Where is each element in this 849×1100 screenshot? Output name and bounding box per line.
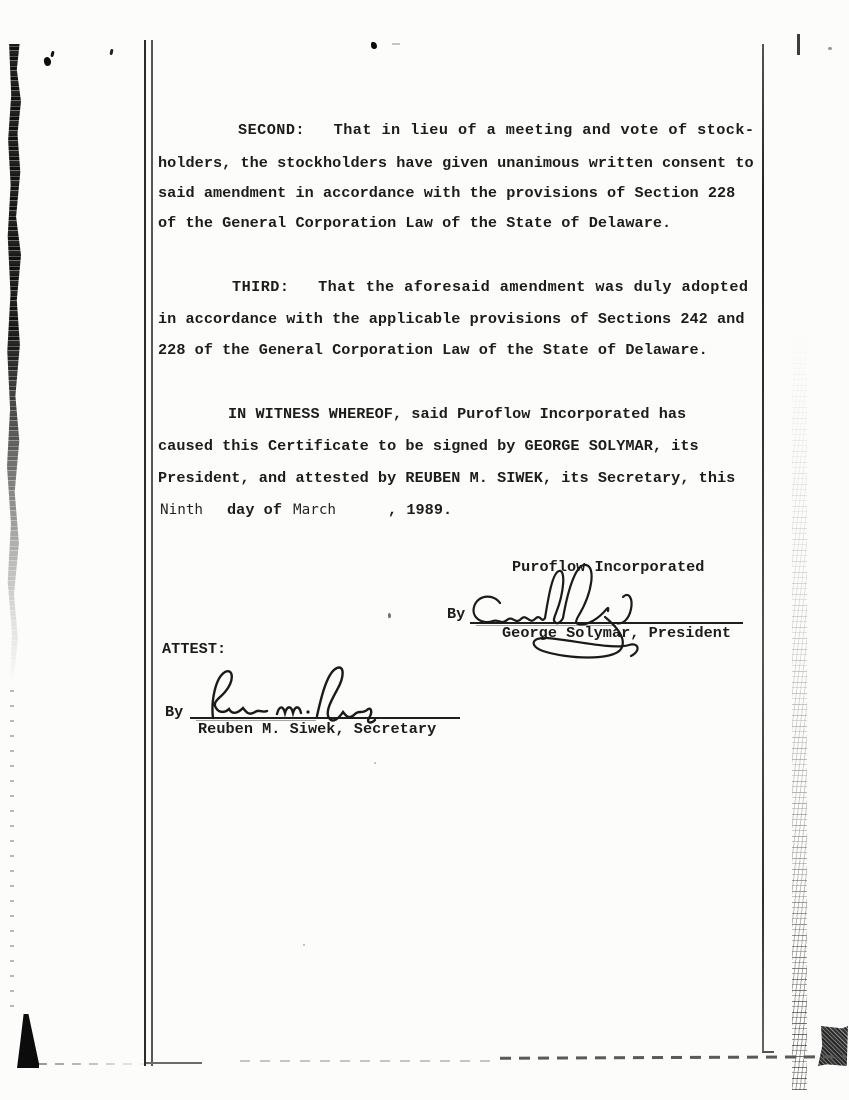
attest-label: ATTEST:: [162, 640, 227, 658]
left-double-rule-inner: [151, 40, 153, 1066]
body-line: of the General Corporation Law of the State of Delaware.: [158, 214, 672, 232]
date-year: , 1989.: [388, 501, 453, 519]
right-rule-foot: [762, 1051, 774, 1053]
top-center-dash: [392, 43, 400, 45]
secretary-by-label: By: [165, 703, 184, 721]
bottom-left-dashes: [38, 1063, 158, 1065]
body-line: holders, the stockholders have given unanimous written consent to: [158, 154, 754, 172]
bottom-dashed-line-faint: [240, 1060, 500, 1062]
body-line: President, and attested by REUBEN M. SIWEK, its Secretary, this: [158, 469, 736, 487]
president-name-title: George Solymar, President: [502, 624, 732, 642]
scan-left-edge-strip: [7, 44, 21, 684]
body-line: SECOND: That in lieu of a meeting and vote of stock-: [238, 121, 755, 139]
secretary-signature: [185, 660, 385, 735]
body-line: IN WITNESS WHEREOF, said Puroflow Incorporated has: [228, 405, 687, 423]
president-signature: [455, 555, 675, 670]
top-center-blob: [371, 42, 377, 49]
top-mark-2: [109, 49, 113, 55]
left-double-rule-outer: [144, 40, 146, 1066]
secretary-name-title: Reuben M. Siwek, Secretary: [198, 720, 437, 738]
right-rule: [762, 44, 764, 1053]
scan-right-edge-noise: [792, 330, 807, 1090]
top-left-mark: [50, 51, 54, 58]
bottom-right-blob: [818, 1026, 848, 1066]
date-day-fill: Ninth: [160, 502, 204, 518]
date-middle: day of: [227, 501, 282, 519]
body-line: caused this Certificate to be signed by GEORGE SOLYMAR, its: [158, 437, 699, 455]
body-line: in accordance with the applicable provisions of Sections 242 and: [158, 310, 745, 328]
top-left-blob: [43, 57, 51, 67]
company-name: Puroflow Incorporated: [512, 558, 705, 576]
body-line: 228 of the General Corporation Law of the State of Delaware.: [158, 341, 708, 359]
top-right-dot: [828, 47, 832, 50]
president-by-label: By: [447, 605, 466, 623]
top-right-tick: [797, 34, 800, 55]
body-line: THIRD: That the aforesaid amendment was duly adopted: [232, 278, 749, 296]
scan-left-speckles: [10, 690, 14, 1020]
stray-speck-2: [303, 944, 305, 946]
date-month-fill: March: [293, 502, 337, 518]
stray-comma-mark: [388, 613, 392, 618]
bottom-left-wedge: [17, 1014, 39, 1068]
body-line: said amendment in accordance with the provisions of Section 228: [158, 184, 736, 202]
stray-speck-1: [374, 762, 376, 764]
